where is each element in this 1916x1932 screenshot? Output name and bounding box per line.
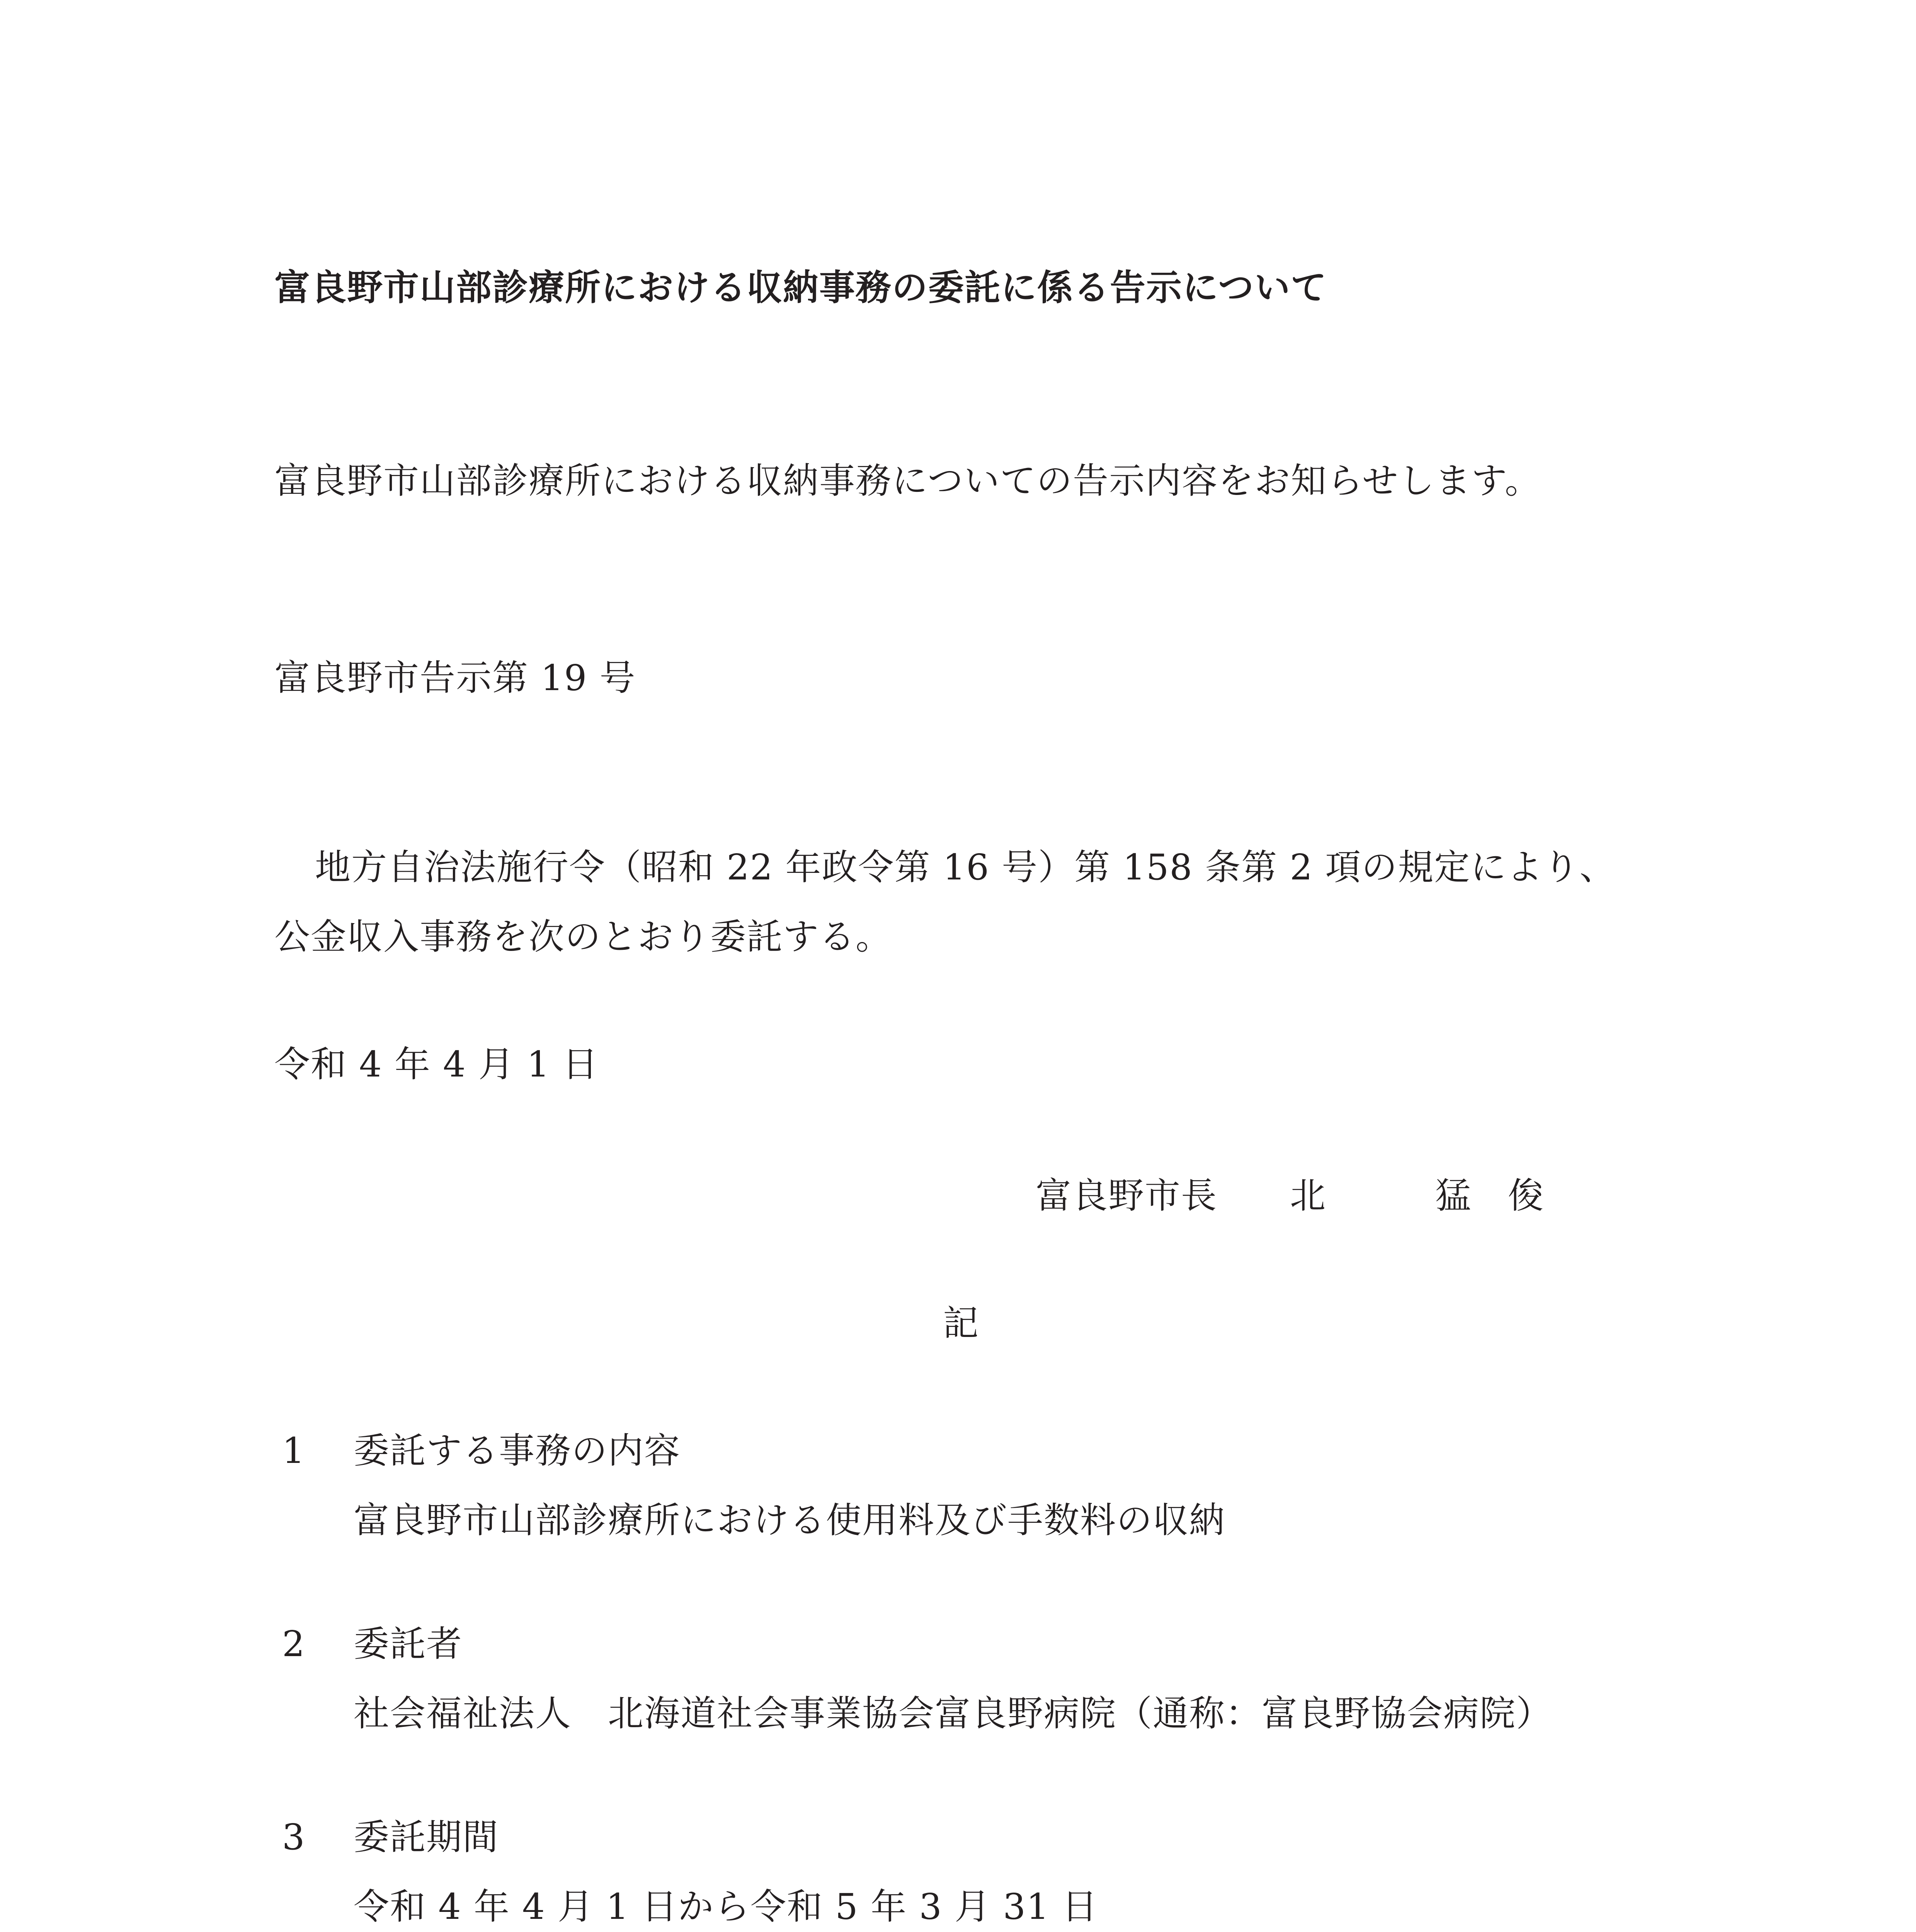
item-heading: 委託する事務の内容 xyxy=(354,1430,681,1471)
item-number: 3 xyxy=(282,1816,305,1858)
notice-number: 富良野市告示第 19 号 xyxy=(274,657,636,699)
item-heading: 委託者 xyxy=(354,1623,463,1665)
document-title: 富良野市山部診療所における収納事務の委託に係る告示について xyxy=(274,267,1327,308)
item-number: 1 xyxy=(282,1430,305,1471)
body-text-line-2: 公金収入事務を次のとおり委託する。 xyxy=(274,916,892,957)
notice-date: 令和 4 年 4 月 1 日 xyxy=(274,1044,599,1085)
item-number: 2 xyxy=(282,1623,305,1665)
ki-heading: 記 xyxy=(943,1303,980,1344)
signature: 富良野市長 北 猛 俊 xyxy=(1036,1175,1545,1216)
item-heading: 委託期間 xyxy=(354,1816,499,1858)
body-text-line-1: 地方自治法施行令（昭和 22 年政令第 16 号）第 158 条第 2 項の規定により、 xyxy=(315,847,1616,888)
item-text: 富良野市山部診療所における使用料及び手数料の収納 xyxy=(354,1500,1226,1541)
intro-text: 富良野市山部診療所における収納事務についての告示内容をお知らせします。 xyxy=(274,460,1542,502)
item-text: 令和 4 年 4 月 1 日から令和 5 年 3 月 31 日 xyxy=(354,1886,1098,1927)
item-text: 社会福祉法人 北海道社会事業協会富良野病院（通称：富良野協会病院） xyxy=(354,1693,1553,1734)
